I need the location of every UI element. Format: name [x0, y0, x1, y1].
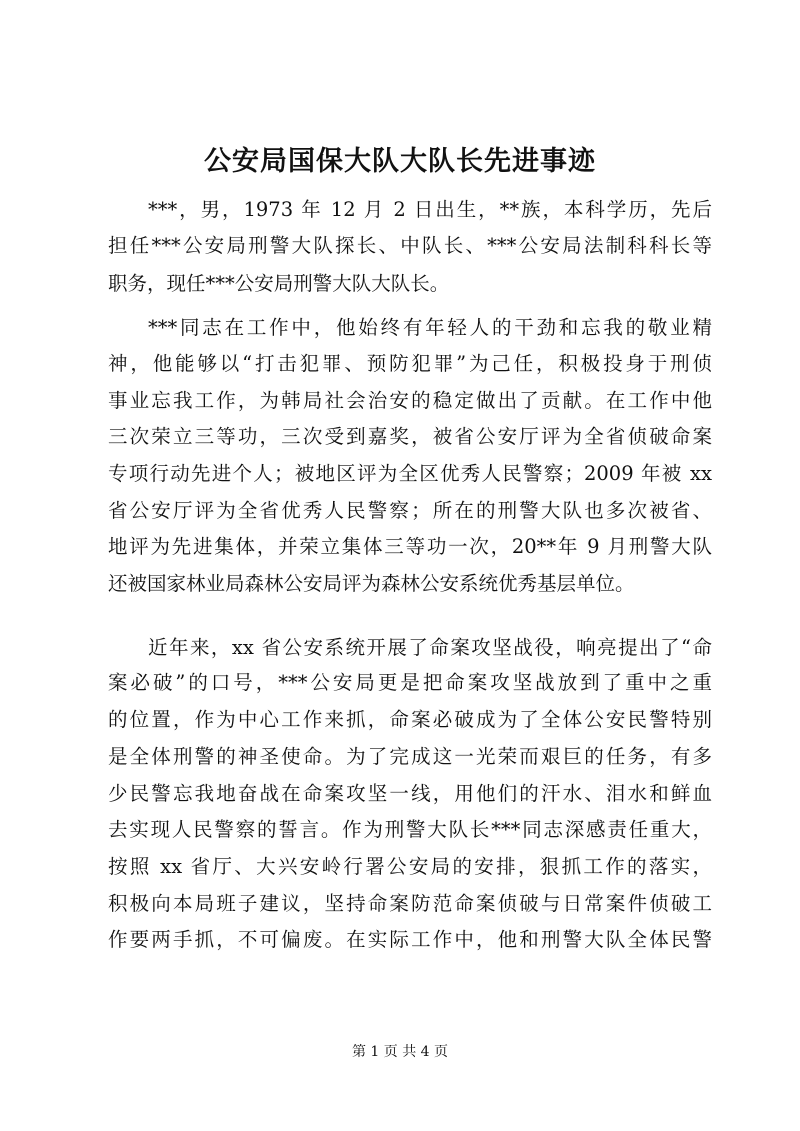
paragraph-2-line-1: ***同志在工作中，他始终有年轻人的干劲和忘我的敬业精 [148, 316, 712, 339]
paragraph-3-line-6: 去实现人民警察的誓言。作为刑警大队长***同志深感责任重大， [108, 818, 712, 841]
paragraph-1-line-1: ***，男，1973 年 12 月 2 日出生，**族，本科学历，先后 [148, 198, 712, 221]
paragraph-2-line-6: 省公安厅评为全省优秀人民警察；所在的刑警大队也多次被省、 [108, 499, 712, 522]
paragraph-2-line-8: 还被国家林业局森林公安局评为森林公安系统优秀基层单位。 [108, 572, 635, 595]
paragraph-3-line-8: 积极向本局班子建议，坚持命案防范命案侦破与日常案件侦破工 [108, 892, 712, 915]
paragraph-3-line-2: 案必破”的口号，***公安局更是把命案攻坚战放到了重中之重 [108, 671, 712, 694]
paragraph-3-line-9: 作要两手抓，不可偏废。在实际工作中，他和刑警大队全体民警 [108, 928, 712, 951]
paragraph-2-line-4: 三次荣立三等功，三次受到嘉奖，被省公安厅评为全省侦破命案 [108, 425, 712, 448]
paragraph-2-line-2: 神，他能够以“打击犯罪、预防犯罪”为己任，积极投身于刑侦 [108, 352, 712, 375]
document-title: 公安局国保大队大队长先进事迹 [204, 146, 596, 177]
paragraph-3-line-4: 是全体刑警的神圣使命。为了完成这一光荣而艰巨的任务，有多 [108, 745, 712, 768]
paragraph-3-line-7: 按照 xx 省厅、大兴安岭行署公安局的安排，狠抓工作的落实， [108, 855, 712, 878]
paragraph-2-line-3: 事业忘我工作，为韩局社会治安的稳定做出了贡献。在工作中他 [108, 389, 712, 412]
paragraph-3-line-1: 近年来，xx 省公安系统开展了命案攻坚战役，响亮提出了“命 [148, 636, 712, 659]
paragraph-2-line-5: 专项行动先进个人；被地区评为全区优秀人民警察；2009 年被 xx [108, 462, 712, 485]
paragraph-3-line-5: 少民警忘我地奋战在命案攻坚一线，用他们的汗水、泪水和鲜血 [108, 782, 712, 805]
page-footer: 第 1 页 共 4 页 [351, 1044, 449, 1060]
paragraph-1-line-3: 职务，现任***公安局刑警大队大队长。 [108, 272, 450, 295]
paragraph-2-line-7: 地评为先进集体，并荣立集体三等功一次，20**年 9 月刑警大队 [108, 535, 712, 558]
paragraph-1-line-2: 担任***公安局刑警大队探长、中队长、***公安局法制科科长等 [108, 234, 712, 257]
paragraph-3-line-3: 的位置，作为中心工作来抓，命案必破成为了全体公安民警特别 [108, 708, 712, 731]
